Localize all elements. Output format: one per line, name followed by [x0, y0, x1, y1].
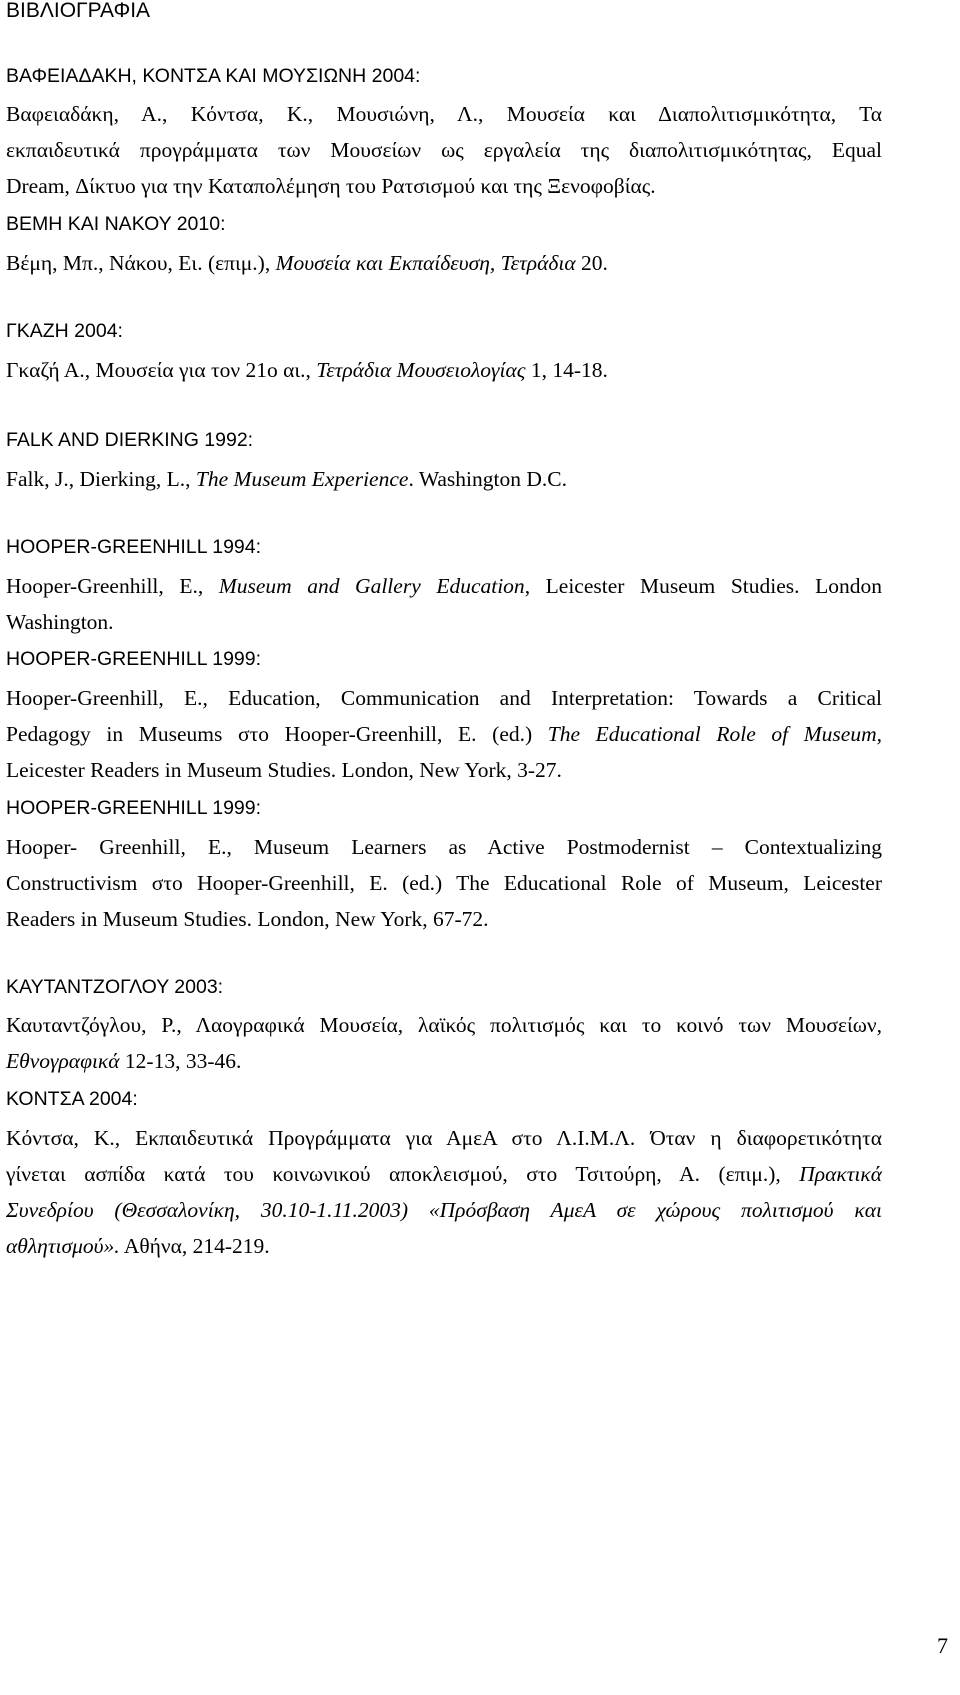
entry-heading: HOOPER-GREENHILL 1994: [6, 536, 262, 558]
entry-text-line: Hooper-Greenhill, E., Education, Communication and Interpretation: Towards a Critical [6, 686, 882, 710]
entry-heading: ΓΚΑΖΗ 2004: [6, 320, 123, 342]
entry-text-line: Constructivism στο Hooper-Greenhill, E. (ed.) The Educational Role of Museum, Leicester [6, 871, 882, 895]
entry-text-line: Dream, Δίκτυο για την Καταπολέμηση του Ρατσισμού και της Ξενοφοβίας. [6, 174, 656, 198]
entry-heading: ΒΕΜΗ ΚΑΙ ΝΑΚΟΥ 2010: [6, 213, 226, 235]
entry-text-line: Readers in Museum Studies. London, New York, 67-72. [6, 907, 489, 931]
entry-text-line: Hooper-Greenhill, E., Museum and Gallery Education, Leicester Museum Studies. London [6, 574, 882, 598]
entry-text-line: Βέμη, Μπ., Νάκου, Ει. (επιμ.), Μουσεία και Εκπαίδευση, Τετράδια 20. [6, 251, 608, 275]
entry-heading: HOOPER-GREENHILL 1999: [6, 648, 262, 670]
page-title: ΒΙΒΛΙΟΓΡΑΦΙΑ [6, 0, 151, 22]
entry-text-line: Leicester Readers in Museum Studies. London, New York, 3-27. [6, 758, 562, 782]
page-number: 7 [937, 1633, 948, 1658]
entry-text-line: Hooper- Greenhill, E., Museum Learners as Active Postmodernist – Contextualizing [6, 835, 882, 859]
entry-heading: HOOPER-GREENHILL 1999: [6, 797, 262, 819]
entry-text-line: Washington. [6, 610, 114, 634]
entry-text-line: Βαφειαδάκη, Α., Κόντσα, Κ., Μουσιώνη, Λ., Μουσεία και Διαπολιτισμικότητα, Τα [6, 102, 882, 126]
entry-heading: FALK AND DIERKING 1992: [6, 429, 254, 451]
entry-text-line: Συνεδρίου (Θεσσαλονίκη, 30.10-1.11.2003) «Πρόσβαση ΑμεΑ σε χώρους πολιτισμού και [6, 1198, 882, 1222]
entry-text-line: Καυταντζόγλου, Ρ., Λαογραφικά Μουσεία, λαϊκός πολιτισμός και το κοινό των Μουσείων, [6, 1013, 882, 1037]
entry-heading: ΚΑΥΤΑΝΤΖΟΓΛΟΥ 2003: [6, 976, 224, 998]
entry-text-line: αθλητισμού». Αθήνα, 214-219. [6, 1234, 270, 1258]
entry-heading: ΒΑΦΕΙΑΔΑΚΗ, ΚΟΝΤΣΑ ΚΑΙ ΜΟΥΣΙΩΝΗ 2004: [6, 65, 421, 87]
entry-text-line: γίνεται ασπίδα κατά του κοινωνικού αποκλεισμού, στο Τσιτούρη, Α. (επιμ.), Πρακτικά [6, 1162, 882, 1186]
entry-text-line: Εθνογραφικά 12-13, 33-46. [6, 1049, 242, 1073]
entry-text-line: Pedagogy in Museums στο Hooper-Greenhill, E. (ed.) The Educational Role of Museum, [6, 722, 882, 746]
entry-text-line: Γκαζή Α., Μουσεία για τον 21ο αι., Τετράδια Μουσειολογίας 1, 14-18. [6, 358, 608, 382]
entry-text-line: Κόντσα, Κ., Εκπαιδευτικά Προγράμματα για ΑμεΑ στο Λ.Ι.Μ.Λ. Όταν η διαφορετικότητα [6, 1126, 882, 1150]
entry-heading: ΚΟΝΤΣΑ 2004: [6, 1088, 138, 1110]
entry-text-line: εκπαιδευτικά προγράμματα των Μουσείων ως εργαλεία της διαπολιτισμικότητας, Equal [6, 138, 882, 162]
entry-text-line: Falk, J., Dierking, L., The Museum Experience. Washington D.C. [6, 467, 567, 491]
